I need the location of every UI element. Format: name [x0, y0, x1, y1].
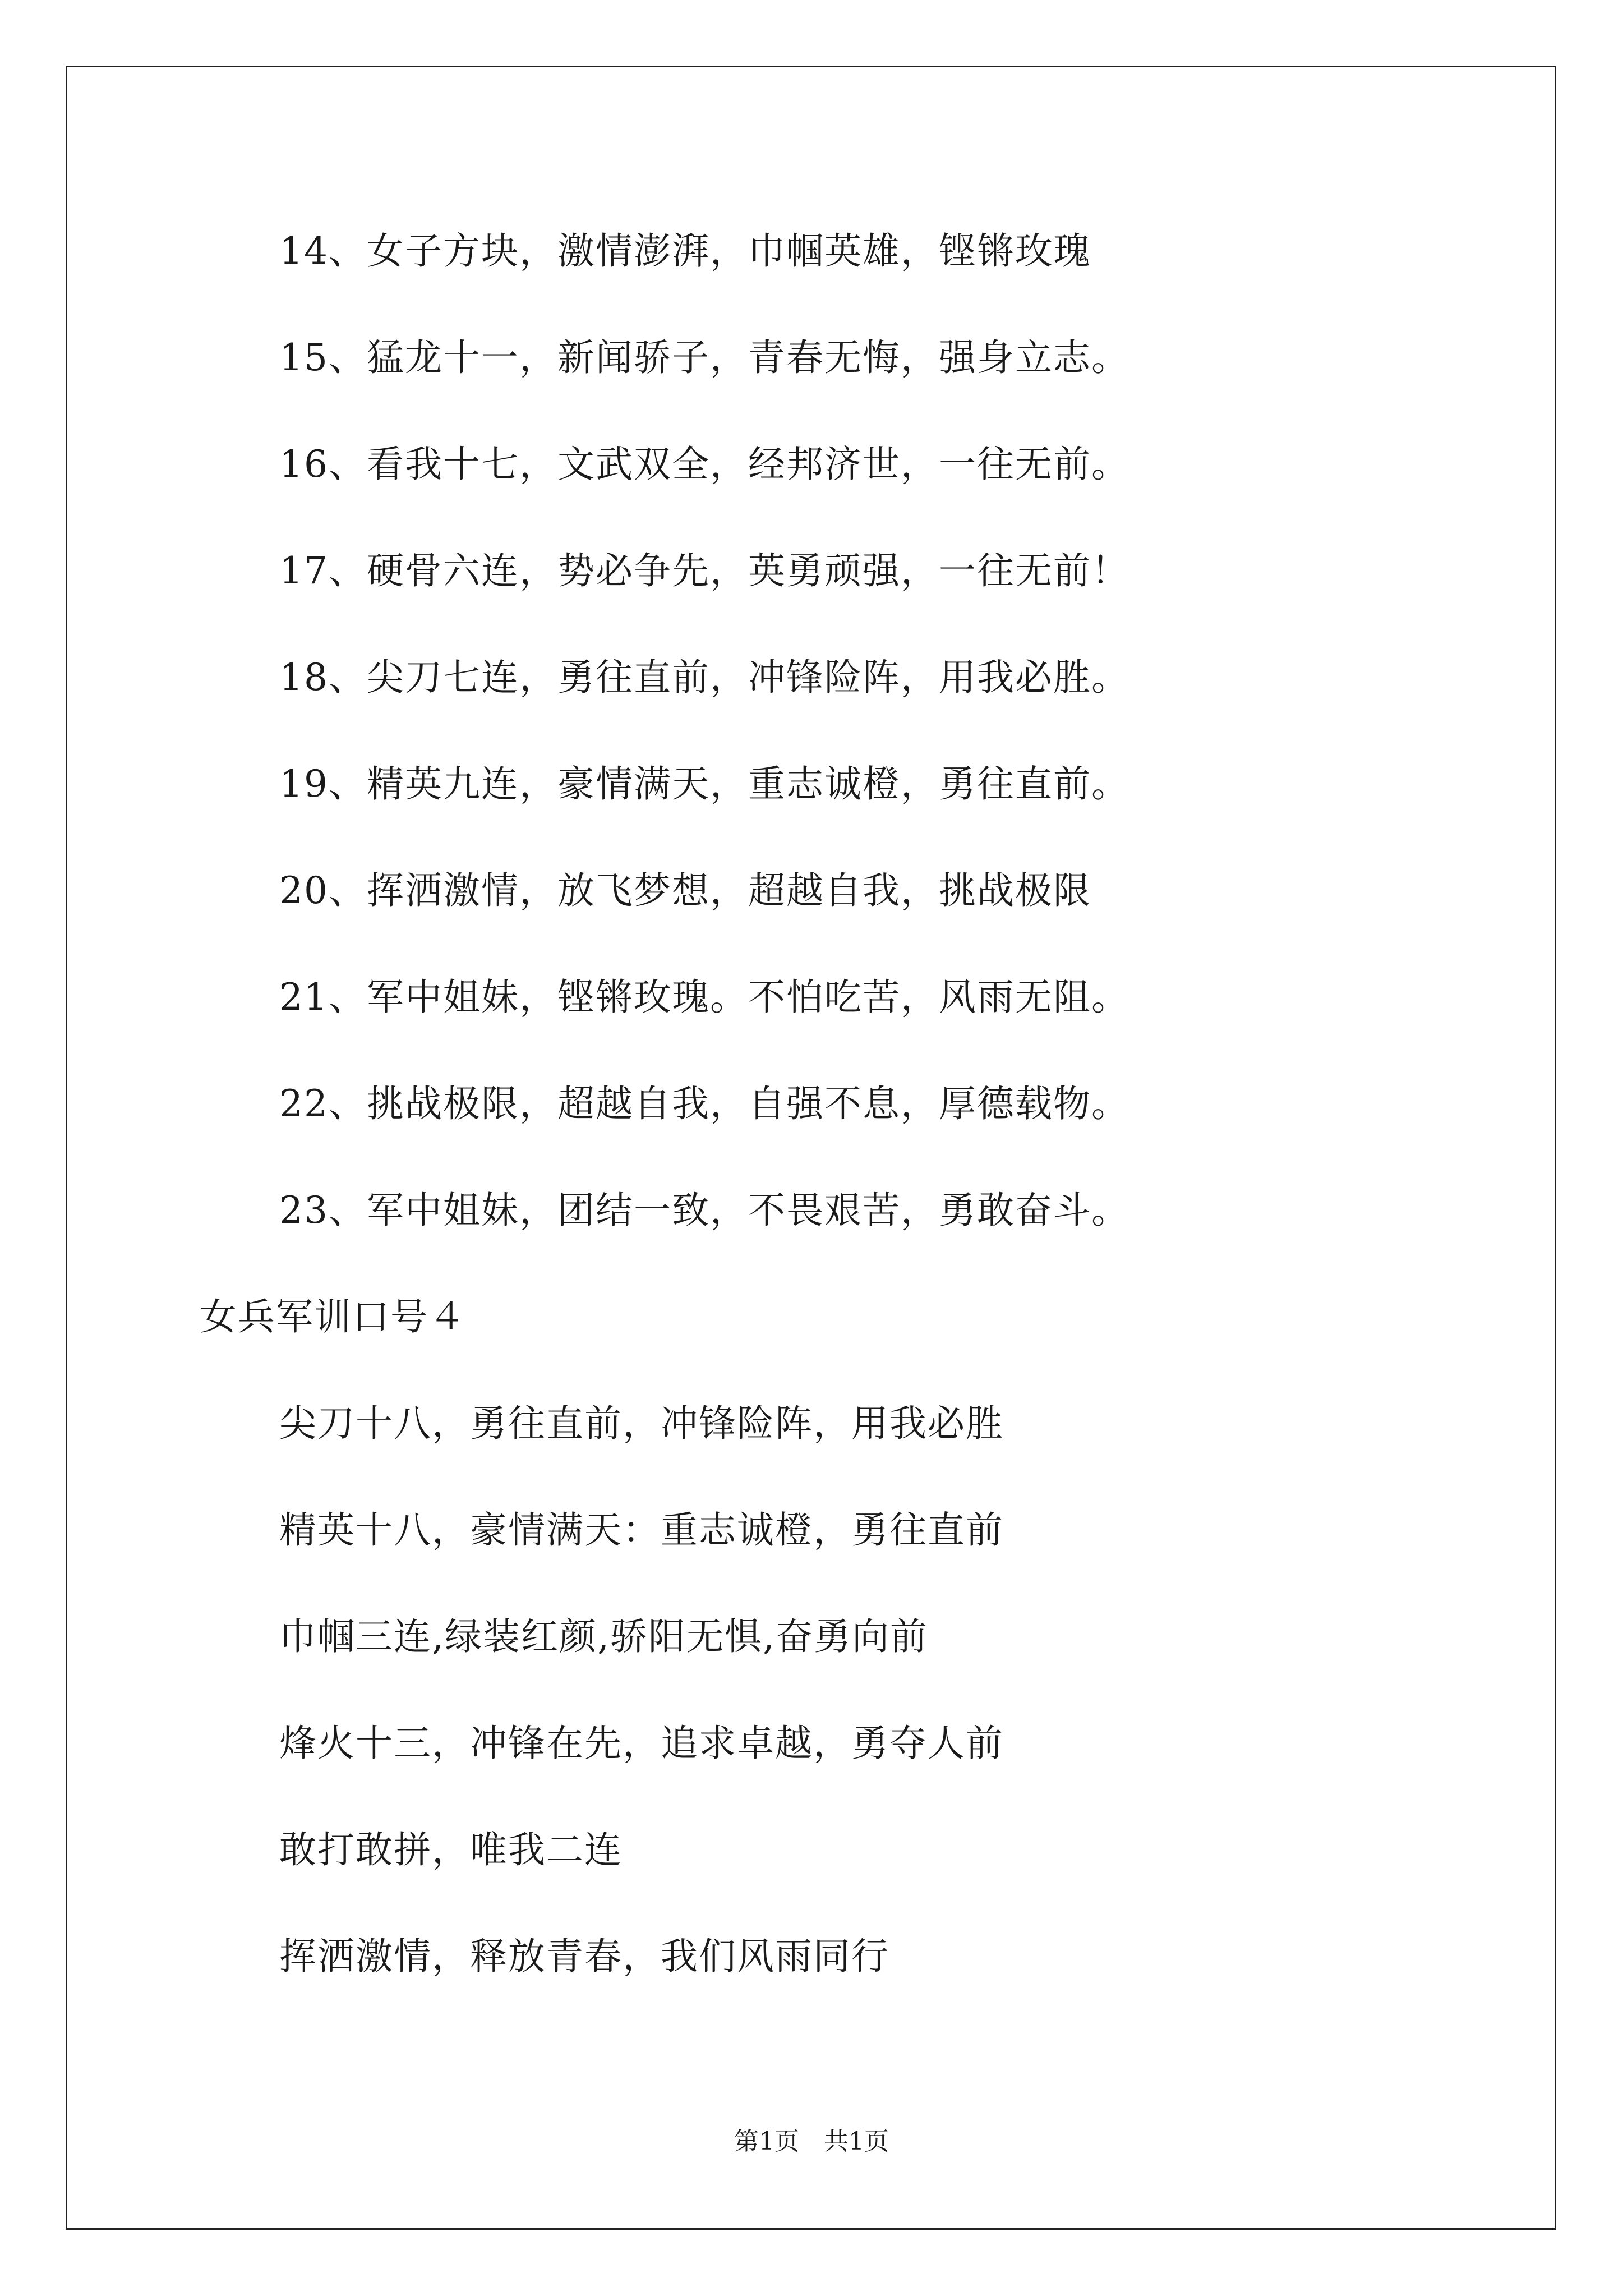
slogan-line-22: 22、挑战极限，超越自我，自强不息，厚德载物。	[279, 1082, 1129, 1125]
slogan-line-17: 17、硬骨六连，势必争先，英勇顽强，一往无前！	[279, 549, 1129, 592]
slogan-line-20: 20、挥洒激情，放飞梦想，超越自我，挑战极限	[279, 869, 1091, 912]
slogan-line-18: 18、尖刀七连，勇往直前，冲锋险阵，用我必胜。	[279, 656, 1129, 699]
slogan-line-15: 15、猛龙十一，新闻骄子，青春无悔，强身立志。	[279, 336, 1129, 379]
section-line-5: 敢打敢拼，唯我二连	[279, 1828, 623, 1871]
slogan-line-23: 23、军中姐妹，团结一致，不畏艰苦，勇敢奋斗。	[279, 1189, 1129, 1232]
page-footer: 第1页 共1页	[734, 2127, 889, 2156]
section-line-1: 尖刀十八，勇往直前，冲锋险阵，用我必胜	[279, 1402, 1004, 1445]
section-line-3: 巾帼三连,绿装红颜,骄阳无惧,奋勇向前	[279, 1615, 928, 1658]
section-line-6: 挥洒激情，释放青春，我们风雨同行	[279, 1935, 889, 1978]
slogan-line-16: 16、看我十七，文武双全，经邦济世，一往无前。	[279, 443, 1129, 486]
section-line-2: 精英十八，豪情满天：重志诚橙，勇往直前	[279, 1508, 1004, 1552]
slogan-line-21: 21、军中姐妹，铿锵玫瑰。不怕吃苦，风雨无阻。	[279, 976, 1129, 1019]
page-frame	[66, 66, 1556, 2230]
section-heading: 女兵军训口号４	[200, 1295, 467, 1338]
section-line-4: 烽火十三，冲锋在先，追求卓越，勇夺人前	[279, 1722, 1004, 1765]
slogan-line-19: 19、精英九连，豪情满天，重志诚橙，勇往直前。	[279, 762, 1129, 806]
slogan-line-14: 14、女子方块，激情澎湃，巾帼英雄，铿锵玫瑰	[279, 229, 1091, 273]
